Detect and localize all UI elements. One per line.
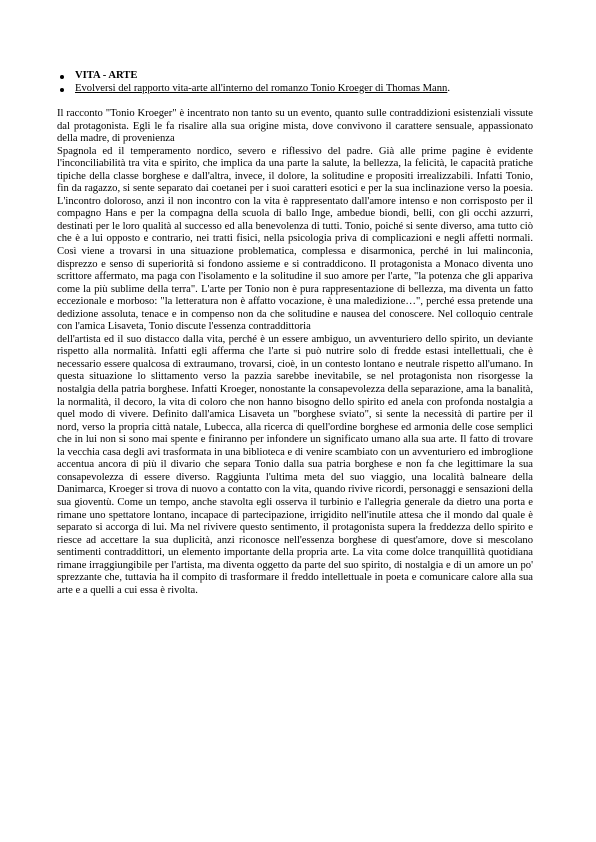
section-title: VITA - ARTE — [75, 70, 138, 81]
bullet-list — [57, 70, 533, 96]
bullet-icon — [60, 88, 64, 92]
spacer — [57, 96, 533, 108]
paragraph-conclusion: dell'artista ed il suo distacco dalla vita, perché è un essere ambiguo, un avventuriero dello spirito, un deviante rispetto alla normalità. Infatti egli afferma che l'arte si può nutrire solo di fredde estasi intellettuali, che è necessario essere qualcosa di extraumano, trovarsi, cioè, in un contesto lontano e neutrale rispetto all'umano. In questa situazione lo slittamento verso la pazzia sarebbe inevitabile, se nel protagonista non risorgesse la nostalgia della patria borghese. Infatti Kroeger, nonostante la consapevolezza della separazione, ama la banalità, la normalità, il decoro, la vita di coloro che non hanno bisogno dello spirito ed anela con profonda nostalgia a quel modo di vivere. Definito dall'amica Lisaveta un "borghese sviato", si sente la necessità di partire per il nord, verso la propria città natale, Lubecca, alla ricerca di quell'ordine borghese ed armonia delle cose semplici che in lui non si sono mai spente e finiranno per infondere un significato umano alla sua arte. Il fatto di trovare la vecchia casa degli avi trasformata in una biblioteca e di venire scambiato con un avventuriero ed imbroglione accentua ancora di più il divario che separa Tonio dalla sua patria borghese e non fa che legittimare la sua consapevolezza di essere diverso. Raggiunta l'ultima meta del suo viaggio, una località balneare della Danimarca, Kroeger si trova di nuovo a contatto con la vita, quando rivive ricordi, personaggi e sensazioni della sua gioventù. Come un tempo, anche stavolta egli osserva il turbinio e l'allegria generale da dietro una porta e rimane uno spettatore lontano, incapace di partecipazione, irrigidito nell'inutile attesa che il mondo dal quale è separato si accorga di lui. Ma nel rivivere questo sentimento, il protagonista supera la freddezza dello spirito e riesce ad accettare la sua duplicità, anzi riconosce nell'essenza borghese di quest'amore, dove si mescolano sentimenti contraddittori, un elemento importante della propria arte. La vita come dolce tranquillità quotidiana rimane irraggiungibile per l'artista, ma diventa oggetto da parte del suo spirito, di nostalgia e di un amore un po' sprezzante che, tuttavia ha il compito di trasformare il freddo intellettuale in poeta e comunicare calore alla sua arte e a quelli a cui essa è rivolta. — [57, 333, 533, 596]
paragraph-intro: Il racconto "Tonio Kroeger" è incentrato non tanto su un evento, quanto sulle contraddizioni esistenziali vissute dal protagonista. Egli le fa risalire alla sua origine mista, dove convivono il carattere sensuale, appassionato della madre, di provenienza — [57, 108, 533, 145]
list-item — [57, 83, 533, 96]
paragraph-main: Spagnola ed il temperamento nordico, severo e riflessivo del padre. Già alle prime pagine è evidente l'inconciliabilità tra vita e spirito, che implica da una parte la salute, la bellezza, la felicità, le capacità pratiche tipiche della classe borghese e dall'altra, invece, il dolore, la solitudine e propositi irrealizzabili. Infatti Tonio, fin da ragazzo, si sente separato dai coetanei per i suoi caratteri esotici e per la sua inclinazione verso la poesia. L'incontro doloroso, anzi il non incontro con la vita è rappresentato dall'amore intenso e non corrisposto per il compagno Hans e per la compagna della scuola di ballo Inge, ambedue biondi, belli, con gli occhi azzurri, destinati per le loro qualità al successo ed alla benevolenza di tutti. Tonio, poiché si sente diverso, ama tutto ciò che è a lui opposto e contrario, nei tratti fisici, nella psicologia priva di complicazioni e negli affetti normali. Così viene a trovarsi in una situazione problematica, complessa e disarmonica, perché in lui malinconia, disprezzo e senso di superiorità si fondono assieme e si contraddicono. Il protagonista a Monaco diventa uno scrittore affermato, ma paga con l'isolamento e la solitudine il suo amore per l'arte, "la potenza che gli appariva come la più sublime della terra". L'arte per Tonio non è pura rappresentazione di bellezza, ma diventa un fatto eccezionale e morboso: "la letteratura non è affatto vocazione, è una maledizione…", perché essa pretende una dedizione assoluta, tenace e in compenso non da che solitudine e nausea del conoscere. Nel colloquio centrale con l'amica Lisaveta, Tonio discute l'essenza contraddittoria — [57, 145, 533, 333]
section-subtitle: Evolversi del rapporto vita-arte all'interno del romanzo Tonio Kroeger di Thomas Mann — [75, 83, 448, 94]
bullet-icon — [60, 75, 64, 79]
subtitle-period: . — [447, 83, 450, 94]
document-page — [57, 70, 533, 597]
list-item — [57, 70, 533, 83]
